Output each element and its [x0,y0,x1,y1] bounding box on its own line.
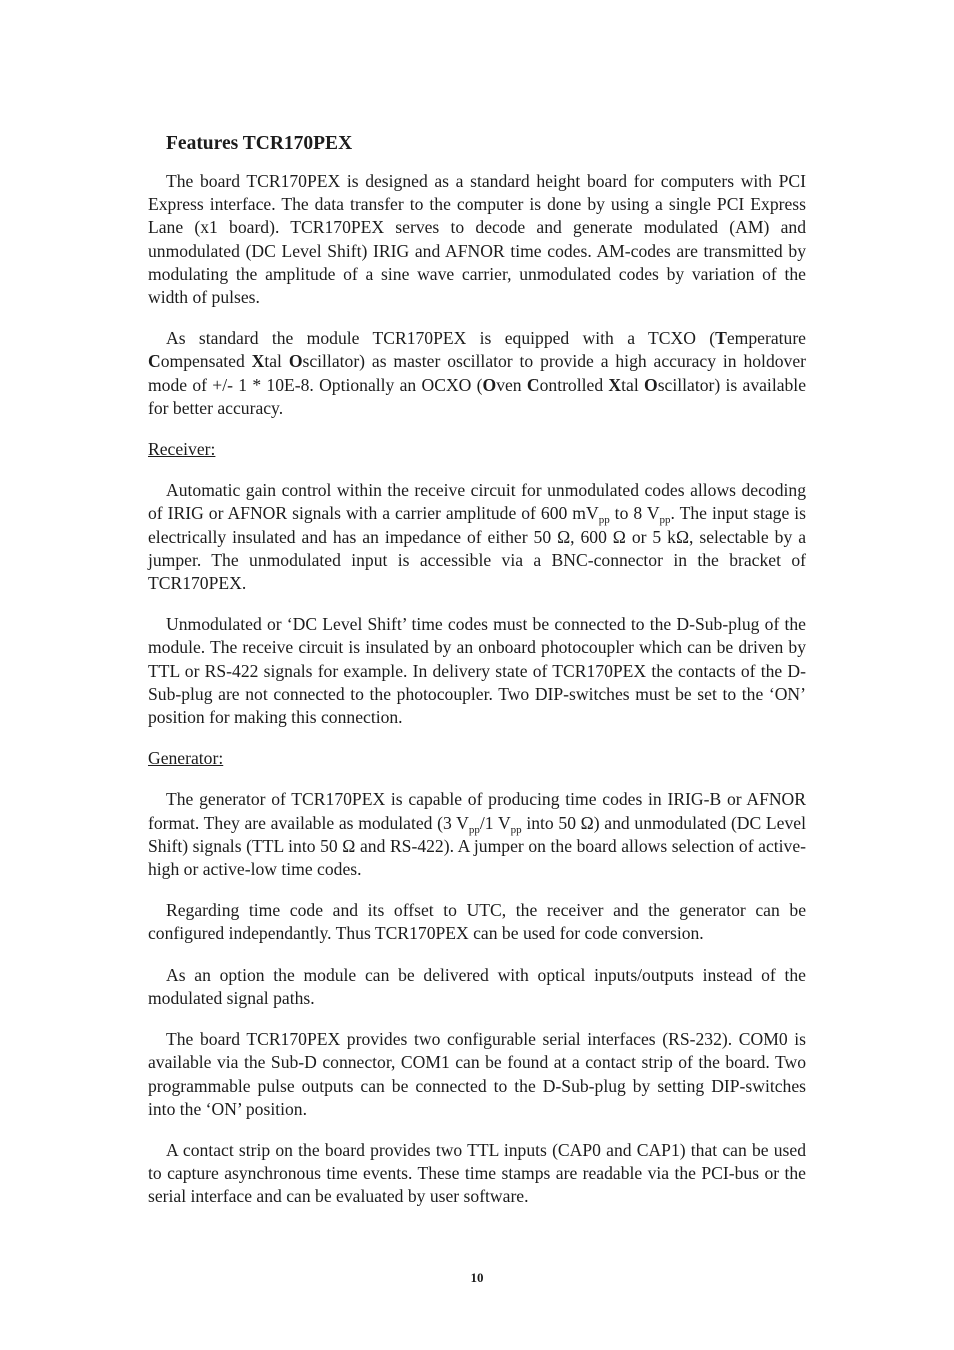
page-title: Features TCR170PEX [166,133,353,154]
text-run: As standard the module TCR170PEX is equipped with a TCXO ( [166,328,716,349]
bold-letter: X [251,351,265,372]
text-run: tal [264,351,289,372]
bold-letter: T [715,328,727,349]
bold-letter: C [526,374,540,395]
paragraph-optical-option: As an option the module can be delivered with optical inputs/outputs instead of the modulated signal paths. [148,964,806,1008]
paragraph-oscillator [148,327,806,420]
paragraph-receiver-agc [148,479,806,595]
bold-letter: O [482,374,497,395]
text-run: scillator) is available for better accuracy. [148,374,807,418]
paragraph-utc-offset: Regarding time code and its offset to UTC, the receiver and the generator can be configured independantly. Thus TCR170PEX can be used for code conversion. [148,900,806,944]
paragraph-generator-output [148,788,806,881]
text-run: . The input stage is electrically insulated and has an impedance of either 50 Ω, 600 Ω or 5 kΩ, selectable by a jumper. The unmodulated input is accessible via a BNC-connector in the bracket of TCR170PEX. [148,503,806,594]
text-run: /1 V [479,812,511,833]
subscript: pp [598,514,610,527]
bold-letter: X [608,374,622,395]
subscript: pp [510,823,522,836]
text-run: Automatic gain control within the receive circuit for unmodulated codes allows decoding of IRIG or AFNOR signals with a carrier amplitude of 600 mV [148,480,806,524]
text-run: emperature [726,328,806,349]
text-run: ompensated [160,351,252,372]
section-heading-receiver: Receiver: [148,439,216,460]
text-run: The generator of TCR170PEX is capable of producing time codes in IRIG-B or AFNOR format. They are available as modulated (3 V [148,789,806,833]
page-number: 10 [470,1270,484,1285]
bold-letter: C [148,351,161,372]
bold-letter: O [644,374,658,395]
bold-letter: O [288,351,303,372]
text-run: scillator) as master oscillator to provide a high accuracy in holdover mode of +/- 1 * 10E-8. Optionally an OCXO ( [148,351,807,395]
text-run: into 50 Ω) and unmodulated (DC Level Shift) signals (TTL into 50 Ω and RS-422). A jumper on the board allows selection of active-high or active-low time codes. [148,812,806,880]
paragraph-capture-inputs: A contact strip on the board provides two TTL inputs (CAP0 and CAP1) that can be used to capture asynchronous time events. These time stamps are readable via the PCI-bus or the serial interface and can be evaluated by user software. [148,1139,806,1207]
text-run: tal [621,374,644,395]
document-page [148,132,806,1227]
section-heading-generator: Generator: [148,748,224,769]
text-run: ven [496,374,527,395]
text-run: ontrolled [539,374,609,395]
text-run: to 8 V [609,503,660,524]
paragraph-serial-interfaces: The board TCR170PEX provides two configurable serial interfaces (RS-232). COM0 is available via the Sub-D connector, COM1 can be found at a contact strip of the board. Two programmable pulse outputs can be connected to the D-Sub-plug by setting DIP-switches into the ‘ON’ position. [148,1029,806,1119]
paragraph-overview: The board TCR170PEX is designed as a standard height board for computers with PCI Express interface. The data transfer to the computer is done by using a single PCI Express Lane (x1 board). TCR170PEX serves to decode and generate modulated (AM) and unmodulated (DC Level Shift) IRIG and AFNOR time codes. AM-codes are transmitted by modulating the amplitude of a sine wave carrier, unmodulated codes by variation of the width of pulses. [148,171,806,308]
subscript: pp [468,823,480,836]
paragraph-receiver-dcls: Unmodulated or ‘DC Level Shift’ time codes must be connected to the D-Sub-plug of the module. The receive circuit is insulated by an onboard photocoupler which can be driven by TTL or RS-422 signals for example. In delivery state of TCR170PEX the contacts of the D-Sub-plug are not connected to the photocoupler. Two DIP-switches must be set to the ‘ON’ position for making this connection. [148,614,806,728]
subscript: pp [659,514,671,527]
